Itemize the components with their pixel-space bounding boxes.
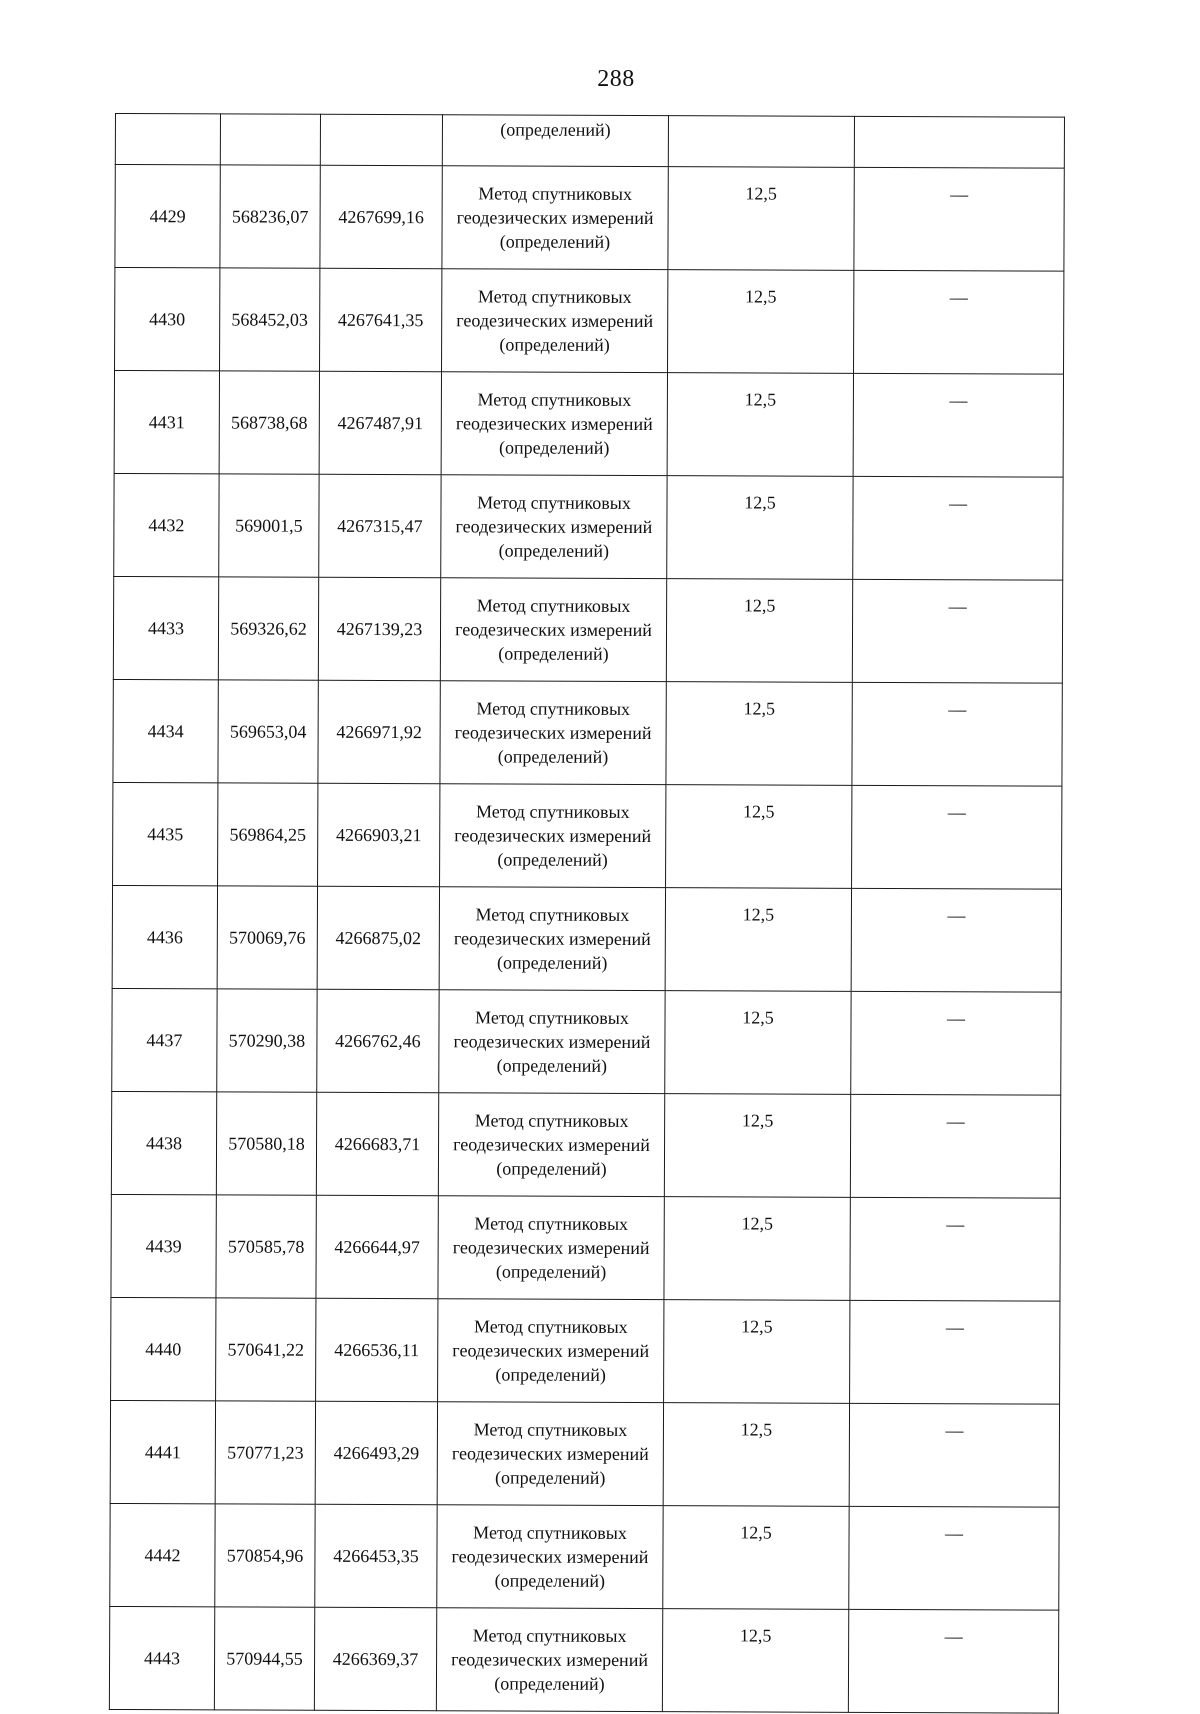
method-line: (определений) (496, 1158, 607, 1179)
cell-number: 4433 (113, 576, 218, 679)
method-line: Метод спутниковых (475, 904, 630, 925)
cell-number: 4442 (110, 1503, 215, 1606)
method-line: геодезических измерений (453, 928, 651, 950)
cell-note: — (849, 1403, 1059, 1507)
cell-x: 570771,23 (215, 1401, 315, 1504)
cell-number: 4430 (115, 268, 220, 371)
method-line: Метод спутниковых (478, 183, 633, 204)
method-line: Метод спутниковых (477, 389, 632, 410)
method-line: Метод спутниковых (476, 698, 631, 719)
cell-method (438, 1196, 664, 1300)
method-line: геодезических измерений (455, 619, 652, 641)
cell-note: — (853, 373, 1063, 477)
method-line: (определений) (498, 540, 610, 561)
cell-x: 570580,18 (216, 1092, 316, 1195)
cell-number: 4439 (111, 1194, 216, 1297)
cell-note: — (853, 476, 1063, 580)
cell-note: — (850, 1094, 1060, 1198)
table-row (110, 1503, 1059, 1610)
method-line: (определений) (496, 1055, 608, 1076)
cell-x (220, 114, 320, 165)
cell-accuracy: 12,5 (663, 1403, 849, 1507)
cell-accuracy: 12,5 (666, 579, 852, 683)
method-line: геодезических измерений (452, 1340, 650, 1362)
cell-number: 4436 (112, 885, 217, 988)
cell-number: 4440 (111, 1297, 216, 1400)
table-row (115, 268, 1064, 375)
table-row (110, 1400, 1059, 1507)
table-row (111, 1194, 1060, 1301)
cell-y: 4266453,35 (315, 1504, 437, 1607)
cell-y: 4266369,37 (314, 1607, 436, 1710)
cell-note: — (849, 1506, 1059, 1610)
cell-y: 4266493,29 (315, 1401, 437, 1504)
cell-note: — (854, 270, 1064, 374)
cell-method (441, 372, 667, 476)
table-row (114, 473, 1063, 580)
cell-number: 4431 (114, 371, 219, 474)
cell-y: 4267699,16 (320, 165, 442, 268)
cell-y: 4266536,11 (316, 1298, 438, 1401)
cell-accuracy: 12,5 (668, 270, 854, 374)
cell-method (439, 887, 665, 991)
cell-note: — (852, 579, 1062, 683)
cell-number: 4435 (113, 782, 218, 885)
method-line: геодезических измерений (451, 1546, 649, 1568)
cell-method (436, 1608, 662, 1712)
cell-method (438, 1299, 664, 1403)
cell-method (437, 1402, 663, 1506)
cell-note: — (850, 1300, 1060, 1404)
cell-accuracy: 12,5 (667, 476, 853, 580)
table-row (115, 165, 1064, 272)
method-line: (определений) (495, 1467, 606, 1488)
cell-x: 568452,03 (220, 268, 320, 371)
table-row (114, 371, 1063, 478)
table-row (112, 988, 1061, 1095)
cell-method (437, 1505, 663, 1609)
cell-y: 4267315,47 (319, 474, 441, 577)
cell-accuracy: 12,5 (666, 682, 852, 786)
cell-y: 4266903,21 (318, 783, 440, 886)
method-line: (определений) (496, 952, 608, 973)
method-line: (определений) (499, 231, 611, 252)
cell-accuracy: 12,5 (663, 1506, 849, 1610)
method-line: геодезических измерений (456, 207, 654, 229)
cell-note: — (851, 991, 1061, 1095)
cell-y: 4266644,97 (316, 1195, 438, 1298)
method-line: геодезических измерений (454, 825, 652, 847)
cell-note (854, 116, 1064, 168)
continuation-row (115, 114, 1064, 169)
cell-number: 4438 (111, 1091, 216, 1194)
cell-method: (определений) (442, 115, 668, 167)
cell-note: — (848, 1609, 1058, 1713)
method-line: Метод спутниковых (473, 1419, 628, 1440)
cell-method (442, 269, 668, 373)
cell-x: 570585,78 (216, 1195, 316, 1298)
cell-accuracy: 12,5 (664, 1300, 850, 1404)
method-line: геодезических измерений (453, 1031, 651, 1053)
method-line: Метод спутниковых (474, 1110, 629, 1131)
cell-x: 570069,76 (217, 886, 317, 989)
table-body (109, 114, 1064, 1714)
cell-number: 4437 (112, 988, 217, 1091)
cell-number (115, 114, 220, 165)
cell-method (440, 578, 666, 682)
cell-x: 568236,07 (220, 165, 320, 268)
cell-y: 4266683,71 (316, 1092, 438, 1195)
cell-y: 4267487,91 (319, 371, 441, 474)
cell-x: 569001,5 (219, 474, 319, 577)
cell-method (439, 990, 665, 1094)
cell-method (440, 681, 666, 785)
cell-y: 4266971,92 (318, 680, 440, 783)
cell-number: 4434 (113, 679, 218, 782)
cell-number: 4443 (109, 1606, 214, 1709)
cell-note: — (852, 785, 1062, 889)
method-line: Метод спутниковых (474, 1213, 629, 1234)
cell-y: 4266762,46 (317, 989, 439, 1092)
method-line: (определений) (495, 1364, 606, 1385)
method-line: Метод спутниковых (472, 1625, 627, 1646)
cell-note: — (854, 167, 1064, 271)
cell-accuracy: 12,5 (662, 1609, 848, 1713)
method-line: геодезических измерений (455, 516, 653, 538)
method-line: (определений) (498, 643, 609, 664)
cell-accuracy: 12,5 (665, 888, 851, 992)
cell-accuracy: 12,5 (664, 1197, 850, 1301)
method-line: Метод спутниковых (473, 1522, 627, 1543)
table-row (109, 1606, 1058, 1713)
coordinates-table (109, 113, 1065, 1714)
method-line: (определений) (499, 334, 610, 355)
method-line: (определений) (495, 1261, 607, 1282)
table-row (111, 1297, 1060, 1404)
cell-x: 569326,62 (218, 577, 318, 680)
method-line: геодезических измерений (456, 310, 654, 332)
cell-x: 570290,38 (217, 989, 317, 1092)
table-row (113, 782, 1062, 889)
method-line: геодезических измерений (451, 1649, 649, 1671)
method-line: Метод спутниковых (477, 286, 632, 307)
cell-x: 569864,25 (218, 783, 318, 886)
cell-note: — (851, 888, 1061, 992)
cell-x: 569653,04 (218, 680, 318, 783)
cell-accuracy: 12,5 (668, 167, 854, 271)
method-line: Метод спутниковых (477, 492, 631, 513)
cell-accuracy (668, 116, 854, 168)
method-line: геодезических измерений (454, 722, 652, 744)
cell-number: 4429 (115, 165, 220, 268)
method-line: Метод спутниковых (476, 595, 631, 616)
cell-accuracy: 12,5 (664, 1094, 850, 1198)
cell-y: 4266875,02 (317, 886, 439, 989)
method-line: (определений) (497, 849, 608, 870)
cell-note: — (850, 1197, 1060, 1301)
method-line: (определений) (494, 1570, 606, 1591)
cell-x: 570854,96 (215, 1504, 315, 1607)
cell-number: 4441 (110, 1400, 215, 1503)
cell-x: 568738,68 (219, 371, 319, 474)
cell-note: — (852, 682, 1062, 786)
cell-y: 4267641,35 (320, 268, 442, 371)
table-row (113, 576, 1062, 683)
cell-method (438, 1093, 664, 1197)
table-row (113, 679, 1062, 786)
cell-accuracy: 12,5 (665, 991, 851, 1095)
page-number: 288 (597, 66, 635, 92)
cell-accuracy: 12,5 (667, 373, 853, 477)
method-line: Метод спутниковых (473, 1316, 628, 1337)
cell-method (442, 166, 668, 270)
table-row (112, 885, 1061, 992)
cell-y: 4267139,23 (318, 577, 440, 680)
method-line: Метод спутниковых (475, 1007, 629, 1028)
cell-number: 4432 (114, 473, 219, 576)
cell-method (440, 784, 666, 888)
method-line: (определений) (494, 1673, 605, 1694)
method-line: геодезических измерений (451, 1443, 649, 1465)
cell-x: 570641,22 (216, 1298, 316, 1401)
method-line: (определений) (497, 746, 609, 767)
cell-accuracy: 12,5 (666, 785, 852, 889)
cell-y (320, 114, 442, 165)
method-line: геодезических измерений (455, 413, 653, 435)
method-line: геодезических измерений (453, 1134, 651, 1156)
method-line: геодезических измерений (452, 1237, 650, 1259)
method-line: (определений) (498, 437, 610, 458)
cell-method (441, 475, 667, 579)
cell-x: 570944,55 (214, 1607, 314, 1710)
table-row (111, 1091, 1060, 1198)
method-line: Метод спутниковых (475, 801, 630, 822)
